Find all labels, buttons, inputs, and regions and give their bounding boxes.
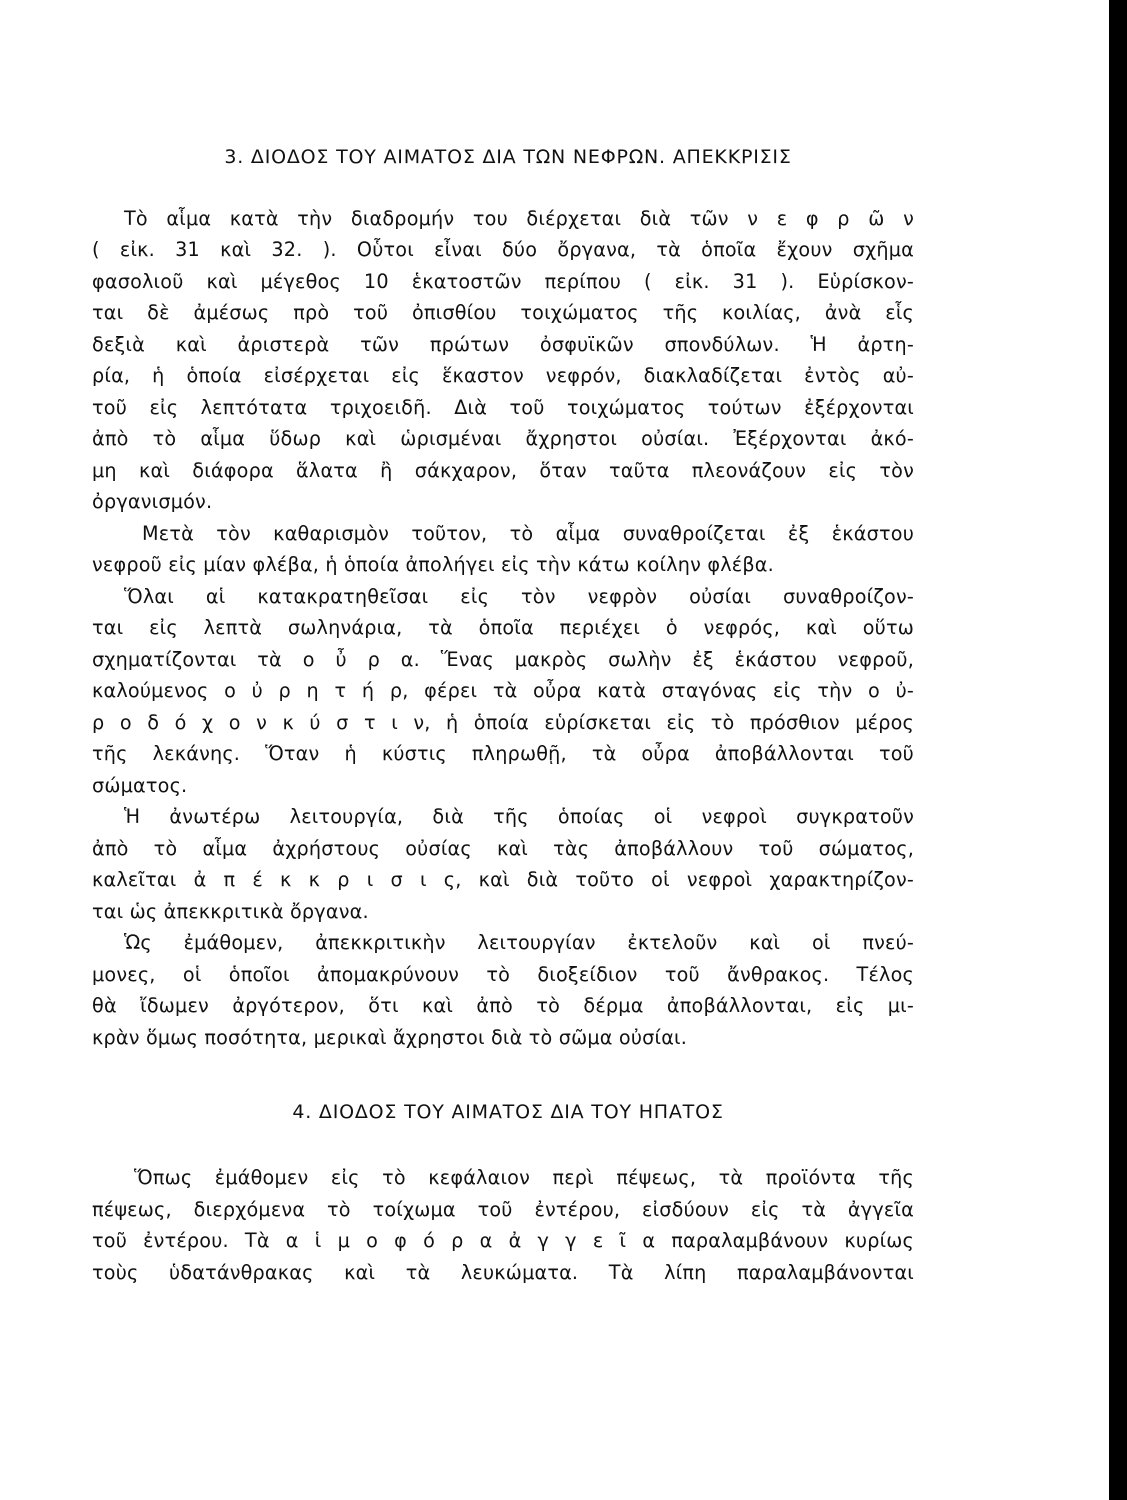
text-line: ἀπὸ τὸ αἷμα ὕδωρ καὶ ὡρισμέναι ἄχρηστοι οὐσίαι. Ἐξέρχονται ἀκό- [92, 427, 914, 451]
text-line: κρὰν ὅμως ποσότητα, μερικαὶ ἄχρηστοι διὰ τὸ σῶμα οὐσίαι. [92, 1025, 688, 1049]
text-line: Ἡ ἀνωτέρω λειτουργία, διὰ τῆς ὁποίας οἱ νεφροὶ συγκρατοῦν [124, 805, 914, 829]
scan-black-edge [1109, 0, 1127, 1500]
text-line: πέψεως, διερχόμενα τὸ τοίχωμα τοῦ ἐντέρου, εἰσδύουν εἰς τὰ ἀγγεῖα [92, 1197, 914, 1221]
text-line: τοῦ εἰς λεπτότατα τριχοειδῆ. Διὰ τοῦ τοιχώματος τούτων ἐξέρχονται [92, 395, 914, 419]
text-line: ὀργανισμόν. [92, 490, 213, 514]
text-line: τοὺς ὑδατάνθρακας καὶ τὰ λευκώματα. Τὰ λίπη παραλαμβάνονται [92, 1260, 914, 1284]
section-3-body [92, 203, 924, 1054]
text-line: Ὡς ἐμάθομεν, ἀπεκκριτικὴν λειτουργίαν ἐκτελοῦν καὶ οἱ πνεύ- [124, 931, 914, 955]
section-3-paragraph-3 [92, 581, 924, 802]
text-line: Μετὰ τὸν καθαρισμὸν τοῦτον, τὸ αἷμα συναθροίζεται ἐξ ἑκάστου [142, 521, 914, 545]
section-3-paragraph-2 [92, 518, 924, 581]
section-4-body [92, 1162, 924, 1288]
text-line: καλούμενος ο ὐ ρ η τ ή ρ, φέρει τὰ οὖρα κατὰ σταγόνας εἰς τὴν ο ὐ- [92, 679, 914, 703]
text-line: φασολιοῦ καὶ μέγεθος 10 ἑκατοστῶν περίπου ( εἰκ. 31 ). Εὑρίσκον- [92, 269, 914, 293]
section-3-paragraph-1 [92, 203, 924, 518]
text-line: Τὸ αἷμα κατὰ τὴν διαδρομήν του διέρχεται διὰ τῶν ν ε φ ρ ῶ ν [124, 206, 914, 230]
text-line: μη καὶ διάφορα ἅλατα ἢ σάκχαρον, ὅταν ταῦτα πλεονάζουν εἰς τὸν [92, 458, 914, 482]
section-3-paragraph-5 [92, 927, 924, 1053]
text-line: τῆς λεκάνης. Ὅταν ἡ κύστις πληρωθῇ, τὰ οὖρα ἀποβάλλονται τοῦ [92, 742, 914, 766]
text-line: τοῦ ἐντέρου. Τὰ α ἱ μ ο φ ό ρ α ἀ γ γ ε ῖ α παραλαμβάνουν κυρίως [92, 1229, 914, 1253]
text-line: ται δὲ ἀμέσως πρὸ τοῦ ὀπισθίου τοιχώματος τῆς κοιλίας, ἀνὰ εἷς [92, 301, 914, 325]
text-line: σώματος. [92, 773, 188, 797]
text-line: καλεῖται ἀ π έ κ κ ρ ι σ ι ς, καὶ διὰ τοῦτο οἱ νεφροὶ χαρακτηρίζον- [92, 868, 914, 892]
section-3-paragraph-4 [92, 801, 924, 927]
document-page [92, 146, 924, 1386]
text-line: Ὅπως ἐμάθομεν εἰς τὸ κεφάλαιον περὶ πέψεως, τὰ προϊόντα τῆς [134, 1166, 914, 1190]
section-3-heading: 3. ΔΙΟΔΟΣ ΤΟΥ ΑΙΜΑΤΟΣ ΔΙΑ ΤΩΝ ΝΕΦΡΩΝ. ΑΠΕΚΚΡΙΣΙΣ [224, 146, 792, 168]
text-line: ἀπὸ τὸ αἷμα ἀχρήστους οὐσίας καὶ τὰς ἀποβάλλουν τοῦ σώματος, [92, 836, 914, 860]
section-4-heading: 4. ΔΙΟΔΟΣ ΤΟΥ ΑΙΜΑΤΟΣ ΔΙΑ ΤΟΥ ΗΠΑΤΟΣ [292, 1101, 724, 1124]
text-line: Ὅλαι αἱ κατακρατηθεῖσαι εἰς τὸν νεφρὸν οὐσίαι συναθροίζον- [124, 584, 914, 608]
text-line: μονες, οἱ ὁποῖοι ἀπομακρύνουν τὸ διοξείδιον τοῦ ἄνθρακος. Τέλος [92, 962, 914, 986]
text-line: ται ὡς ἀπεκκριτικὰ ὄργανα. [92, 899, 369, 923]
section-4-paragraph-1 [92, 1162, 924, 1288]
text-line: ρία, ἡ ὁποία εἰσέρχεται εἰς ἕκαστον νεφρόν, διακλαδίζεται ἐντὸς αὐ- [92, 364, 914, 388]
text-line: ρ ο δ ό χ ο ν κ ύ σ τ ι ν, ἡ ὁποία εὑρίσκεται εἰς τὸ πρόσθιον μέρος [92, 710, 914, 734]
text-line: νεφροῦ εἰς μίαν φλέβα, ἡ ὁποία ἀπολήγει εἰς τὴν κάτω κοίλην φλέβα. [92, 553, 774, 577]
text-line: δεξιὰ καὶ ἀριστερὰ τῶν πρώτων ὀσφυϊκῶν σπονδύλων. Ἡ ἀρτη- [92, 332, 914, 356]
text-line: θὰ ἴδωμεν ἀργότερον, ὅτι καὶ ἀπὸ τὸ δέρμα ἀποβάλλονται, εἰς μι- [92, 994, 914, 1018]
text-line: σχηματίζονται τὰ ο ὖ ρ α. Ἕνας μακρὸς σωλὴν ἐξ ἑκάστου νεφροῦ, [92, 647, 914, 671]
text-line: ται εἰς λεπτὰ σωληνάρια, τὰ ὁποῖα περιέχει ὁ νεφρός, καὶ οὕτω [92, 616, 914, 640]
text-line: ( εἰκ. 31 καὶ 32. ). Οὗτοι εἶναι δύο ὄργανα, τὰ ὁποῖα ἔχουν σχῆμα [92, 238, 914, 262]
